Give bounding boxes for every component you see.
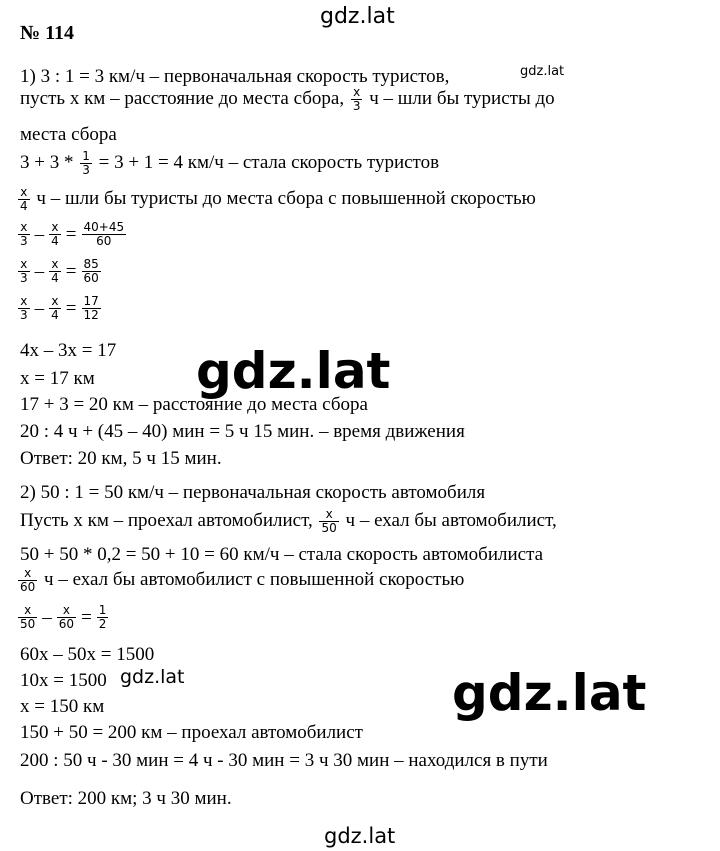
numerator: 40+45: [83, 220, 125, 234]
denominator: 4: [51, 234, 59, 248]
text-line: 2) 50 : 1 = 50 км/ч – первоначальная скорость автомобиля: [20, 482, 486, 503]
text-line: 150 + 50 = 200 км – проехал автомобилист: [20, 722, 363, 743]
text-line: x = 17 км: [20, 368, 95, 389]
fraction: [82, 295, 101, 322]
text-line: [20, 150, 439, 177]
text-line: [18, 186, 536, 213]
equation: [18, 295, 103, 322]
text-segment: ч – шли бы туристы до места сбора с повышенной скоростью: [36, 187, 536, 209]
minus-sign: –: [34, 260, 45, 282]
text-line: [20, 86, 555, 113]
denominator: 4: [51, 271, 59, 285]
denominator: 3: [20, 234, 28, 248]
watermark-small: gdz.lat: [520, 64, 565, 79]
text-line: 4x – 3x = 17: [20, 340, 117, 361]
numerator: x: [18, 258, 30, 272]
numerator: x: [18, 604, 37, 618]
fraction: [49, 258, 61, 285]
text-line: 50 + 50 * 0,2 = 50 + 10 = 60 км/ч – стала скорость автомобилиста: [20, 544, 544, 565]
fraction: [18, 567, 37, 594]
answer-line: Ответ: 20 км, 5 ч 15 мин.: [20, 448, 222, 469]
watermark-top: gdz.lat: [320, 4, 395, 29]
numerator: x: [18, 295, 30, 309]
watermark-large: gdz.lat: [196, 342, 391, 400]
numerator: x: [57, 604, 76, 618]
text-line: 10x = 1500: [20, 670, 107, 691]
text-line: 60x – 50x = 1500: [20, 644, 155, 665]
numerator: 1: [98, 603, 107, 617]
text-line: 1) 3 : 1 = 3 км/ч – первоначальная скорость туристов,: [20, 66, 450, 87]
fraction: [82, 258, 101, 285]
fraction: [18, 258, 30, 285]
numerator: x: [18, 567, 37, 581]
text-line: [18, 567, 464, 594]
numerator: x: [49, 295, 61, 309]
fraction: [18, 221, 30, 248]
watermark-bottom: gdz.lat: [324, 824, 396, 848]
numerator: x: [18, 186, 30, 200]
equation: [18, 258, 103, 285]
fraction: [18, 604, 37, 631]
denominator: 4: [20, 199, 28, 213]
text-line: 200 : 50 ч - 30 мин = 4 ч - 30 мин = 3 ч 30 мин – находился в пути: [20, 750, 548, 771]
watermark-small: gdz.lat: [120, 666, 185, 688]
numerator: 1: [82, 149, 90, 163]
fraction: [18, 295, 30, 322]
fraction: [351, 86, 363, 113]
numerator: x: [49, 221, 61, 235]
text-segment: ч – ехал бы автомобилист,: [345, 509, 557, 531]
denominator: 60: [58, 617, 75, 631]
denominator: 3: [20, 271, 28, 285]
denominator: 50: [20, 617, 36, 631]
denominator: 3: [82, 163, 90, 177]
minus-sign: –: [34, 297, 45, 319]
numerator: x: [351, 86, 363, 100]
equation: [18, 221, 128, 248]
denominator: 60: [96, 234, 112, 248]
problem-number: № 114: [20, 22, 74, 44]
fraction: [82, 221, 127, 248]
fraction: [49, 295, 61, 322]
equals-sign: =: [81, 606, 92, 628]
denominator: 60: [20, 580, 36, 594]
denominator: 3: [20, 308, 28, 322]
text-line: места сбора: [20, 124, 117, 145]
numerator: x: [49, 258, 61, 272]
equals-sign: =: [65, 297, 77, 319]
equals-sign: =: [65, 260, 77, 282]
text-line: [20, 508, 557, 535]
numerator: 85: [83, 257, 99, 271]
fraction: [18, 186, 30, 213]
numerator: x: [18, 221, 30, 235]
text-line: 20 : 4 ч + (45 – 40) мин = 5 ч 15 мин. – время движения: [20, 421, 465, 442]
fraction: [97, 604, 109, 631]
numerator: x: [319, 508, 338, 522]
fraction: [57, 604, 76, 631]
denominator: 60: [83, 271, 99, 285]
text-segment: ч – шли бы туристы до: [369, 87, 555, 109]
numerator: 17: [83, 294, 99, 308]
text-segment: Пусть x км – проехал автомобилист,: [20, 509, 313, 531]
text-line: 17 + 3 = 20 км – расстояние до места сбора: [20, 394, 368, 415]
fraction: [319, 508, 338, 535]
fraction: [80, 150, 92, 177]
text-segment: = 3 + 1 = 4 км/ч – стала скорость туристов: [98, 151, 440, 173]
text-segment: 3 + 3 *: [20, 151, 74, 173]
text-segment: пусть x км – расстояние до места сбора,: [20, 87, 345, 109]
denominator: 4: [51, 308, 59, 322]
denominator: 3: [352, 99, 361, 113]
watermark-large: gdz.lat: [452, 664, 647, 722]
equation: [18, 604, 110, 631]
answer-line: Ответ: 200 км; 3 ч 30 мин.: [20, 788, 232, 809]
text-line: x = 150 км: [20, 696, 105, 717]
denominator: 12: [83, 308, 99, 322]
text-segment: ч – ехал бы автомобилист с повышенной скоростью: [44, 568, 465, 590]
denominator: 2: [98, 617, 107, 631]
equals-sign: =: [65, 223, 77, 245]
denominator: 50: [321, 521, 337, 535]
minus-sign: –: [42, 606, 52, 628]
minus-sign: –: [34, 223, 45, 245]
fraction: [49, 221, 61, 248]
